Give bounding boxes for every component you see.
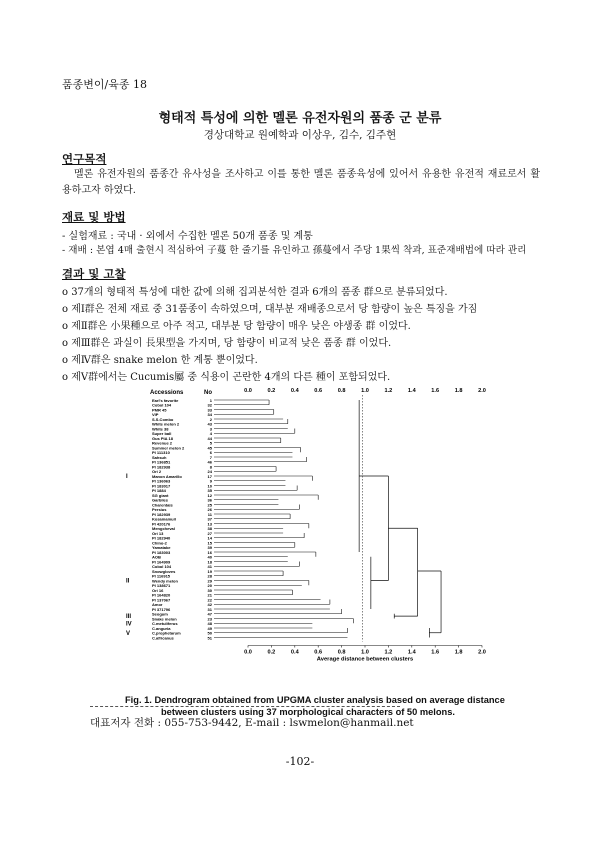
- accession-number: 49: [207, 625, 212, 631]
- figure-caption-line-2: between clusters using 37 morphological characters of 50 melons.: [161, 707, 455, 717]
- accession-label: PI 136851: [152, 459, 171, 465]
- axis-tick-label-top: 0.0: [244, 388, 252, 394]
- group-label: III: [126, 614, 132, 621]
- contact-info: 대표저자 전화 : 055-753-9442, E-mail : lswmelon@hanmail.net: [90, 717, 414, 729]
- accession-number: 2: [209, 416, 212, 422]
- accession-number: 8: [209, 464, 212, 470]
- accession-number: 11: [207, 511, 212, 517]
- accession-number: 31: [207, 606, 212, 612]
- accession-number: 48: [207, 621, 212, 627]
- accession-label: PI 111310: [152, 450, 170, 456]
- accession-label: SG giant: [152, 492, 169, 498]
- accession-label: PI 164820: [152, 592, 171, 598]
- axis-tick-label: 0.0: [244, 649, 252, 656]
- accession-label: Summer melon 2: [152, 445, 185, 451]
- accession-number: 9: [209, 478, 212, 484]
- axis-tick-label-top: 1.4: [407, 388, 416, 394]
- results-item: o 제Ⅰ群은 전체 재료 중 31품종이 속하였으며, 대부분 재배종으로서 당 함량이 높은 특징을 가짐: [62, 304, 478, 315]
- group-label: V: [126, 630, 131, 637]
- section-heading-results: 결과 및 고찰: [62, 267, 126, 281]
- accession-number: 19: [207, 568, 212, 574]
- accession-number: 18: [207, 559, 212, 565]
- accession-number: 23: [207, 616, 212, 622]
- accession-label: PI 420176: [152, 521, 171, 527]
- accession-label: PI 116915: [152, 573, 171, 579]
- axis-title: Average distance between clusters: [316, 656, 414, 663]
- accession-number: 33: [207, 407, 212, 413]
- accession-label: S.S.Combo: [152, 416, 174, 422]
- paper-title: 형태적 특성에 의한 멜론 유전자원의 품종 군 분류: [158, 111, 442, 126]
- accession-label: AOB: [152, 554, 161, 560]
- axis-tick-label: 0.4: [290, 649, 299, 656]
- purpose-text: 멜론 유전자원의 품종간 유사성을 조사하고 이를 통한 멜론 품종육성에 있어서 유용한 유전적 재료로서 활용하고자 하였다.: [62, 169, 540, 196]
- accession-label: PI 183003: [152, 549, 171, 555]
- results-item: o 제Ⅴ群에서는 Cucumis屬 중 식용이 곤란한 4개의 다른 種이 포함되었다.: [62, 372, 391, 383]
- figure-caption-line-1: Fig. 1. Dendrogram obtained from UPGMA cluster analysis based on average distance: [125, 695, 505, 705]
- axis-tick-label: 2.0: [478, 649, 486, 656]
- running-header: 품종변이/육종 18: [62, 78, 147, 91]
- accession-number: 15: [207, 540, 212, 546]
- accession-label: Earl's favorite: [152, 397, 179, 403]
- section-heading-purpose: 연구목적: [62, 152, 107, 166]
- accession-label: Persius: [152, 507, 167, 513]
- accession-number: 20: [207, 583, 212, 589]
- accession-label: C.metuliferus: [152, 621, 178, 627]
- accession-number: 39: [207, 545, 212, 551]
- accession-number: 43: [207, 421, 212, 427]
- axis-tick-label-top: 1.8: [454, 388, 463, 394]
- accession-number: 17: [207, 473, 212, 479]
- footnote-divider: [90, 706, 400, 707]
- accession-number: 35: [207, 488, 212, 494]
- axis-tick-label-top: 1.2: [384, 388, 393, 394]
- results-item: o 제Ⅱ群은 小果種으로 아주 적고, 대부분 당 함량이 매우 낮은 야생종 群 이었다.: [62, 321, 411, 332]
- page-number: -102-: [285, 755, 315, 768]
- accession-label: Snake melon: [152, 616, 177, 622]
- accession-number: 29: [207, 578, 212, 584]
- results-item: o 제Ⅳ群은 snake melon 한 계통 뿐이었다.: [62, 355, 258, 366]
- accession-number: 46: [207, 459, 212, 465]
- axis-tick-label: 0.8: [337, 649, 346, 656]
- accession-label: PI 1884: [152, 488, 166, 494]
- group-label: II: [126, 578, 130, 585]
- section-heading-methods: 재료 및 방법: [62, 210, 126, 224]
- accession-label: PMR 45: [152, 407, 167, 413]
- accession-label: PI 182939: [152, 511, 171, 517]
- accession-label: C.africanus: [152, 635, 174, 641]
- methods-item: - 재배 : 본엽 4매 출현시 적심하여 子蔓 한 줄기를 유인하고 孫蔓에서 주당 1果씩 착과, 표준재배법에 따라 관리: [62, 245, 527, 256]
- accession-number: 51: [207, 635, 212, 641]
- accession-number: 32: [207, 402, 212, 408]
- axis-tick-label-top: 0.8: [337, 388, 346, 394]
- accession-label: Cobol 104: [152, 564, 172, 570]
- axis-tick-label-top: 0.2: [267, 388, 276, 394]
- accession-number: 37: [207, 516, 212, 522]
- accession-number: 50: [207, 630, 212, 636]
- axis-tick-label: 1.2: [384, 649, 393, 656]
- accession-label: White melon 2: [152, 421, 180, 427]
- accession-label: Manon Amarillo: [152, 473, 182, 479]
- accession-number: 22: [207, 597, 212, 603]
- axis-tick-label-top: 1.0: [361, 388, 369, 394]
- axis-tick-label-top: 2.0: [478, 388, 486, 394]
- accession-number: 34: [207, 412, 212, 418]
- accession-number: 30: [207, 587, 212, 593]
- accession-number: 7: [209, 454, 212, 460]
- accession-label: Amor: [152, 602, 163, 608]
- axis-tick-label: 1.6: [431, 649, 440, 656]
- accession-label: Ori 13: [152, 530, 164, 536]
- accession-number: 28: [207, 573, 212, 579]
- axis-tick-label: 1.8: [454, 649, 463, 656]
- group-label: I: [126, 474, 128, 480]
- accession-number: 16: [207, 549, 212, 555]
- accession-number: 42: [207, 602, 212, 608]
- accession-number: 40: [207, 554, 212, 560]
- accession-label: Charentais: [152, 502, 173, 508]
- accession-label: Gus PIA 18: [152, 435, 173, 441]
- accession-label: Revenue 2: [152, 440, 173, 446]
- accession-number: 38: [207, 526, 212, 532]
- accession-label: Super ball: [152, 431, 172, 437]
- axis-tick-label-top: 1.6: [431, 388, 440, 394]
- accession-label: Yamatake: [152, 545, 171, 551]
- dendrogram-figure: [100, 383, 520, 678]
- accession-number: 10: [207, 483, 212, 489]
- accession-label: PI 137067: [152, 597, 171, 603]
- accession-label: PI 138671: [152, 583, 171, 589]
- axis-tick-label-top: 0.6: [314, 388, 323, 394]
- accession-number: 24: [207, 469, 212, 475]
- axis-tick-label: 1.0: [361, 649, 369, 656]
- axis-tick-label: 1.4: [407, 649, 416, 656]
- accession-label: VIP: [152, 412, 159, 418]
- accession-label: Wendy melon: [152, 578, 178, 584]
- accession-label: Snowgloves: [152, 568, 176, 574]
- accession-number: 27: [207, 530, 212, 536]
- accession-label: PI 183017: [152, 483, 171, 489]
- accession-label: Garbiles: [152, 497, 169, 503]
- accessions-header: Accessions: [150, 390, 184, 396]
- accession-number: 13: [207, 521, 212, 527]
- accession-number: 45: [207, 445, 212, 451]
- accession-number: 47: [207, 611, 212, 617]
- accession-label: PI 136063: [152, 478, 171, 484]
- accession-label: PI 164909: [152, 559, 171, 565]
- accession-label: PI 182940: [152, 535, 171, 541]
- methods-item: - 실험재료 : 국내 · 외에서 수집한 멜론 50개 품종 및 계통: [62, 231, 313, 242]
- accession-label: Mengcheval: [152, 526, 175, 532]
- accession-label: C.prophetarum: [152, 630, 181, 636]
- accession-number: 36: [207, 497, 212, 503]
- axis-tick-label: 0.6: [314, 649, 323, 656]
- accession-number: 12: [207, 492, 212, 498]
- accession-label: Ori 16: [152, 587, 164, 593]
- axis-tick-label: 0.2: [267, 649, 276, 656]
- accession-number: 4: [209, 431, 212, 437]
- accession-label: White 38: [152, 426, 169, 432]
- authors: 경상대학교 원예학과 이상우, 김수, 김주현: [203, 129, 397, 141]
- accession-label: C.anguria: [152, 625, 171, 631]
- accession-number: 41: [207, 564, 212, 570]
- accession-number: 3: [209, 426, 212, 432]
- accession-number: 14: [207, 535, 212, 541]
- accession-number: 26: [207, 507, 212, 513]
- results-item: o 제Ⅲ群은 과실이 長果型을 가지며, 당 함량이 비교적 낮은 품종 群 이었다.: [62, 338, 392, 349]
- accession-label: Seogum: [152, 611, 168, 617]
- accession-number: 44: [207, 435, 212, 441]
- accession-label: PI 371796: [152, 606, 171, 612]
- accession-label: PI 182938: [152, 464, 171, 470]
- axis-tick-label-top: 0.4: [290, 388, 299, 394]
- group-label: IV: [126, 621, 132, 628]
- accession-number: 5: [209, 440, 212, 446]
- accession-label: Cobol 104: [152, 402, 172, 408]
- accession-label: Ori 2: [152, 469, 162, 475]
- accession-number: 6: [209, 450, 212, 456]
- accession-number: 21: [207, 592, 212, 598]
- accession-label: Kosamamuri: [152, 516, 177, 522]
- accession-label: Sahsuh: [152, 454, 167, 460]
- no-header: No: [204, 390, 212, 396]
- accession-number: 1: [209, 397, 212, 403]
- accession-number: 25: [207, 502, 212, 508]
- results-item: o 37개의 형태적 특성에 대한 값에 의해 집괴분석한 결과 6개의 품종 群으로 분류되었다.: [62, 287, 448, 298]
- accession-label: Chino-2: [152, 540, 167, 546]
